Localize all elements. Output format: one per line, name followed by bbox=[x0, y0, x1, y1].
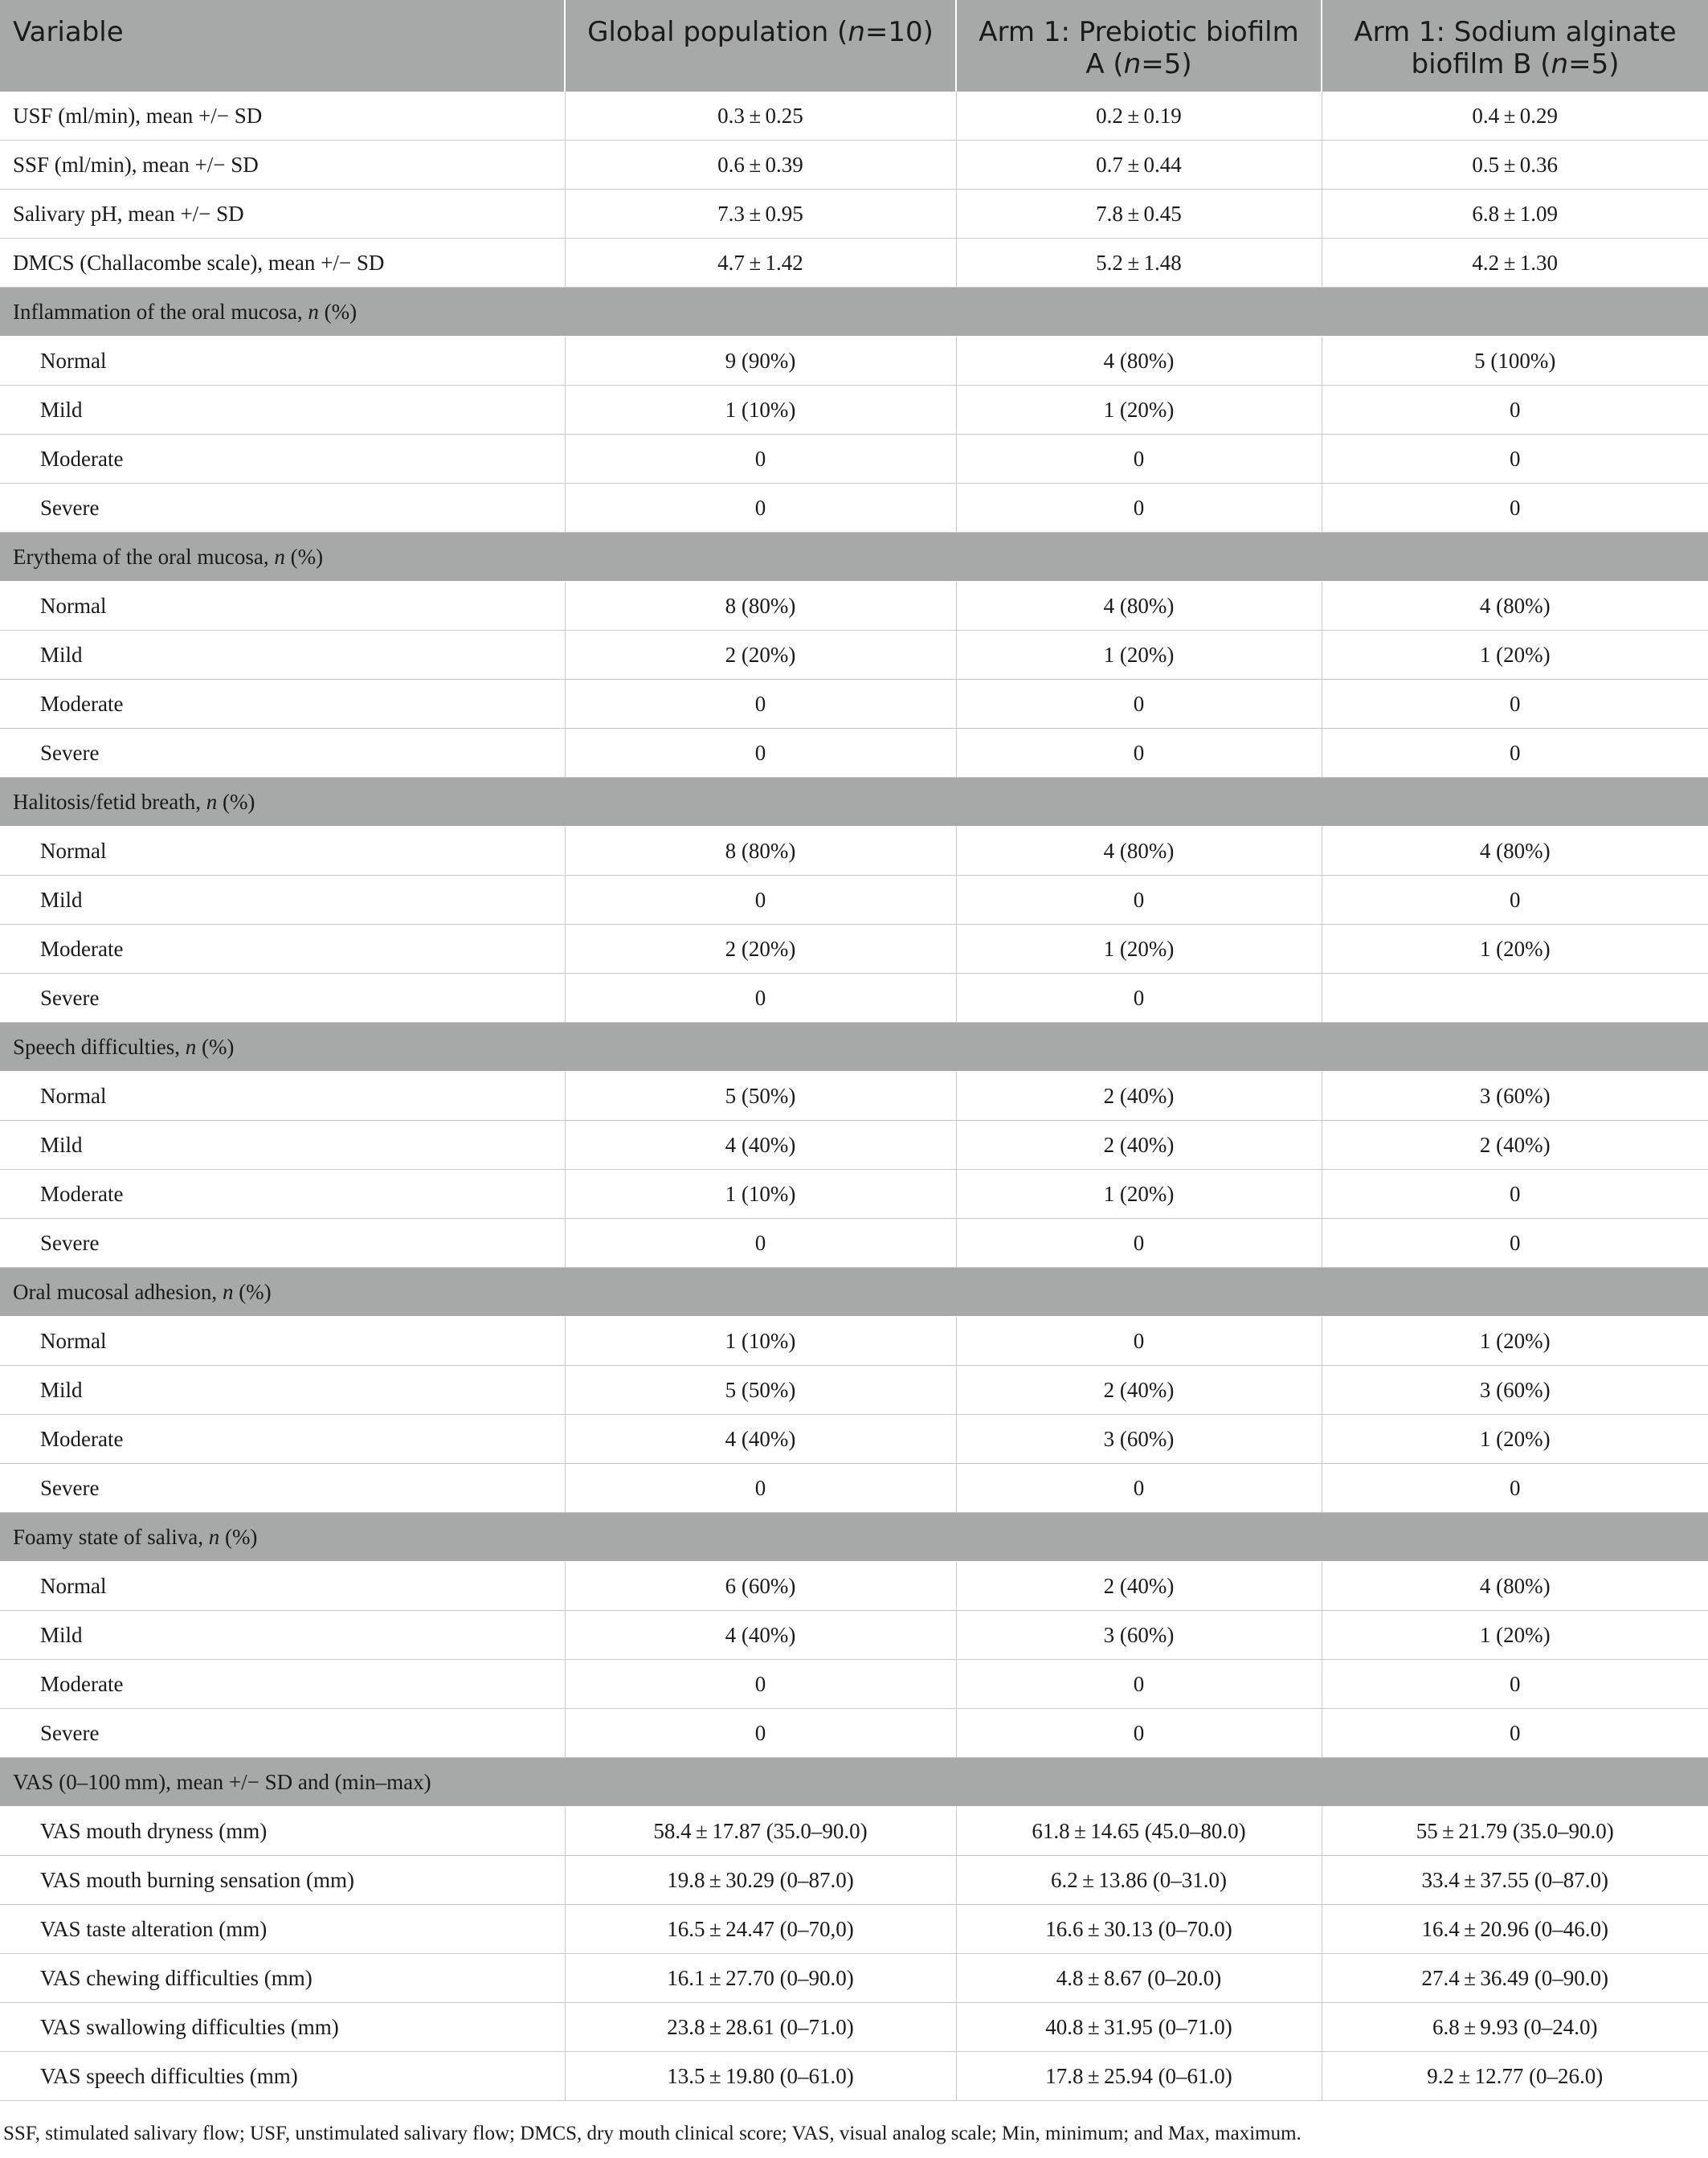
cell-global: 0.6 ± 0.39 bbox=[565, 141, 956, 190]
row-label: Mild bbox=[0, 631, 565, 680]
cell-arm-a: 16.6 ± 30.13 (0–70.0) bbox=[956, 1905, 1322, 1954]
header-variable: Variable bbox=[0, 0, 565, 92]
section-title bbox=[0, 778, 1708, 827]
cell-arm-b: 3 (60%) bbox=[1322, 1366, 1708, 1415]
section-title-suffix: (%) bbox=[219, 1524, 258, 1549]
table-row bbox=[0, 1121, 1708, 1170]
cell-arm-a: 0 bbox=[956, 729, 1322, 778]
cell-global: 9 (90%) bbox=[565, 337, 956, 386]
cell-arm-a: 61.8 ± 14.65 (45.0–80.0) bbox=[956, 1807, 1322, 1856]
cell-global: 1 (10%) bbox=[565, 1170, 956, 1219]
section-title-text: Speech difficulties, bbox=[13, 1034, 186, 1059]
cell-arm-b: 0 bbox=[1322, 1464, 1708, 1513]
section-title bbox=[0, 533, 1708, 582]
cell-global: 0 bbox=[565, 876, 956, 925]
row-label: VAS mouth dryness (mm) bbox=[0, 1807, 565, 1856]
row-label: Normal bbox=[0, 582, 565, 631]
row-label: Moderate bbox=[0, 1170, 565, 1219]
cell-global: 58.4 ± 17.87 (35.0–90.0) bbox=[565, 1807, 956, 1856]
cell-arm-b: 33.4 ± 37.55 (0–87.0) bbox=[1322, 1856, 1708, 1905]
row-label: Moderate bbox=[0, 435, 565, 484]
row-label: Normal bbox=[0, 1072, 565, 1121]
table-row bbox=[0, 1856, 1708, 1905]
row-label: Severe bbox=[0, 1219, 565, 1268]
cell-global: 0 bbox=[565, 680, 956, 729]
table-row bbox=[0, 680, 1708, 729]
section-title-text: Oral mucosal adhesion, bbox=[13, 1279, 223, 1304]
cell-arm-b: 6.8 ± 9.93 (0–24.0) bbox=[1322, 2003, 1708, 2052]
row-label: Normal bbox=[0, 337, 565, 386]
section-header-row bbox=[0, 1513, 1708, 1562]
section-title-suffix: (%) bbox=[284, 544, 324, 569]
section-title-suffix: (%) bbox=[217, 789, 255, 814]
table-row bbox=[0, 827, 1708, 876]
cell-arm-b: 5 (100%) bbox=[1322, 337, 1708, 386]
cell-arm-b: 2 (40%) bbox=[1322, 1121, 1708, 1170]
cell-arm-a: 0 bbox=[956, 1317, 1322, 1366]
header-arm-b-line1: Arm 1: Sodium alginate bbox=[1354, 16, 1677, 48]
header-arm-a-line1: Arm 1: Prebiotic biofilm bbox=[979, 16, 1299, 48]
row-label: VAS swallowing difficulties (mm) bbox=[0, 2003, 565, 2052]
cell-arm-a: 0 bbox=[956, 876, 1322, 925]
row-label: Severe bbox=[0, 1709, 565, 1758]
table-row bbox=[0, 631, 1708, 680]
table-row bbox=[0, 1464, 1708, 1513]
cell-arm-a: 2 (40%) bbox=[956, 1072, 1322, 1121]
header-arm-a bbox=[956, 0, 1322, 92]
section-title-n: n bbox=[206, 789, 218, 814]
cell-arm-b: 1 (20%) bbox=[1322, 925, 1708, 974]
header-arm-a-line2: A (n=5) bbox=[1085, 48, 1192, 80]
cell-arm-a: 4 (80%) bbox=[956, 582, 1322, 631]
table-row bbox=[0, 484, 1708, 533]
cell-global: 13.5 ± 19.80 (0–61.0) bbox=[565, 2052, 956, 2101]
cell-global: 0 bbox=[565, 1219, 956, 1268]
cell-arm-a: 0 bbox=[956, 484, 1322, 533]
table-row bbox=[0, 1660, 1708, 1709]
cell-arm-b: 0 bbox=[1322, 484, 1708, 533]
table-row bbox=[0, 1807, 1708, 1856]
table-row bbox=[0, 582, 1708, 631]
section-title-text: Erythema of the oral mucosa, bbox=[13, 544, 275, 569]
section-title-suffix: (%) bbox=[318, 299, 358, 324]
cell-arm-a: 4 (80%) bbox=[956, 337, 1322, 386]
cell-arm-a: 2 (40%) bbox=[956, 1121, 1322, 1170]
cell-global: 8 (80%) bbox=[565, 582, 956, 631]
row-label: Normal bbox=[0, 1317, 565, 1366]
row-label: USF (ml/min), mean +/− SD bbox=[0, 92, 565, 141]
row-label: Moderate bbox=[0, 925, 565, 974]
cell-arm-b: 16.4 ± 20.96 (0–46.0) bbox=[1322, 1905, 1708, 1954]
cell-global: 0 bbox=[565, 1660, 956, 1709]
cell-arm-a: 0.2 ± 0.19 bbox=[956, 92, 1322, 141]
section-title-suffix: (%) bbox=[233, 1279, 272, 1304]
cell-arm-a: 1 (20%) bbox=[956, 1170, 1322, 1219]
table-body bbox=[0, 92, 1708, 2101]
cell-global: 5 (50%) bbox=[565, 1072, 956, 1121]
row-label: Moderate bbox=[0, 1660, 565, 1709]
table-row bbox=[0, 435, 1708, 484]
section-title bbox=[0, 288, 1708, 337]
row-label: VAS taste alteration (mm) bbox=[0, 1905, 565, 1954]
table-row bbox=[0, 1611, 1708, 1660]
section-title-text: Foamy state of saliva, bbox=[13, 1524, 209, 1549]
table-row bbox=[0, 1317, 1708, 1366]
cell-arm-b: 27.4 ± 36.49 (0–90.0) bbox=[1322, 1954, 1708, 2003]
cell-arm-b: 4 (80%) bbox=[1322, 582, 1708, 631]
cell-arm-a: 0 bbox=[956, 680, 1322, 729]
cell-arm-a: 1 (20%) bbox=[956, 925, 1322, 974]
cell-arm-a: 4 (80%) bbox=[956, 827, 1322, 876]
row-label: Moderate bbox=[0, 680, 565, 729]
cell-arm-b: 9.2 ± 12.77 (0–26.0) bbox=[1322, 2052, 1708, 2101]
table-row bbox=[0, 1366, 1708, 1415]
cell-arm-a: 3 (60%) bbox=[956, 1415, 1322, 1464]
table-row bbox=[0, 1709, 1708, 1758]
cell-arm-b: 0 bbox=[1322, 1660, 1708, 1709]
cell-global: 0 bbox=[565, 484, 956, 533]
cell-global: 7.3 ± 0.95 bbox=[565, 190, 956, 239]
cell-global: 2 (20%) bbox=[565, 925, 956, 974]
table-header bbox=[0, 0, 1708, 92]
section-title-n: n bbox=[222, 1279, 234, 1304]
row-label: VAS speech difficulties (mm) bbox=[0, 2052, 565, 2101]
table-row bbox=[0, 729, 1708, 778]
section-title-suffix: (%) bbox=[196, 1034, 235, 1059]
table-row bbox=[0, 190, 1708, 239]
cell-global: 8 (80%) bbox=[565, 827, 956, 876]
cell-global: 0 bbox=[565, 729, 956, 778]
table-row bbox=[0, 1905, 1708, 1954]
section-header-row bbox=[0, 288, 1708, 337]
cell-arm-b: 1 (20%) bbox=[1322, 1317, 1708, 1366]
cell-global: 2 (20%) bbox=[565, 631, 956, 680]
cell-arm-b: 0 bbox=[1322, 1709, 1708, 1758]
section-header-row bbox=[0, 1758, 1708, 1807]
cell-arm-a: 7.8 ± 0.45 bbox=[956, 190, 1322, 239]
cell-global: 0.3 ± 0.25 bbox=[565, 92, 956, 141]
section-title bbox=[0, 1268, 1708, 1317]
cell-arm-a: 1 (20%) bbox=[956, 386, 1322, 435]
row-label: Severe bbox=[0, 974, 565, 1023]
cell-arm-a: 0.7 ± 0.44 bbox=[956, 141, 1322, 190]
header-arm-b-line2: biofilm B (n=5) bbox=[1411, 48, 1620, 80]
cell-arm-a: 0 bbox=[956, 974, 1322, 1023]
section-title bbox=[0, 1023, 1708, 1072]
cell-global: 0 bbox=[565, 1709, 956, 1758]
cell-arm-b: 55 ± 21.79 (35.0–90.0) bbox=[1322, 1807, 1708, 1856]
cell-arm-b: 0 bbox=[1322, 876, 1708, 925]
section-title bbox=[0, 1758, 1708, 1807]
cell-arm-a: 0 bbox=[956, 435, 1322, 484]
section-title-text: VAS (0–100 mm), mean +/− SD and (min–max) bbox=[13, 1769, 431, 1794]
row-label: Mild bbox=[0, 876, 565, 925]
row-label: Severe bbox=[0, 1464, 565, 1513]
cell-global: 0 bbox=[565, 1464, 956, 1513]
cell-arm-a: 0 bbox=[956, 1709, 1322, 1758]
table-row bbox=[0, 876, 1708, 925]
cell-arm-b: 0 bbox=[1322, 1170, 1708, 1219]
table-row bbox=[0, 1170, 1708, 1219]
header-global bbox=[565, 0, 956, 92]
cell-arm-b: 1 (20%) bbox=[1322, 1611, 1708, 1660]
table-row bbox=[0, 1562, 1708, 1611]
cell-arm-a: 4.8 ± 8.67 (0–20.0) bbox=[956, 1954, 1322, 2003]
cell-arm-b: 0.5 ± 0.36 bbox=[1322, 141, 1708, 190]
section-title-n: n bbox=[274, 544, 285, 569]
cell-arm-a: 17.8 ± 25.94 (0–61.0) bbox=[956, 2052, 1322, 2101]
row-label: VAS chewing difficulties (mm) bbox=[0, 1954, 565, 2003]
row-label: Severe bbox=[0, 729, 565, 778]
row-label: DMCS (Challacombe scale), mean +/− SD bbox=[0, 239, 565, 288]
cell-arm-b: 3 (60%) bbox=[1322, 1072, 1708, 1121]
row-label: Salivary pH, mean +/− SD bbox=[0, 190, 565, 239]
header-global-text: Global population (n=10) bbox=[587, 16, 934, 48]
table-row bbox=[0, 92, 1708, 141]
table-row bbox=[0, 1219, 1708, 1268]
cell-global: 1 (10%) bbox=[565, 1317, 956, 1366]
section-header-row bbox=[0, 533, 1708, 582]
section-header-row bbox=[0, 778, 1708, 827]
cell-arm-a: 0 bbox=[956, 1464, 1322, 1513]
cell-arm-a: 0 bbox=[956, 1219, 1322, 1268]
cell-global: 4 (40%) bbox=[565, 1611, 956, 1660]
cell-global: 4 (40%) bbox=[565, 1415, 956, 1464]
table-row bbox=[0, 2052, 1708, 2101]
cell-arm-a: 0 bbox=[956, 1660, 1322, 1709]
table-row bbox=[0, 1954, 1708, 2003]
table-row bbox=[0, 141, 1708, 190]
row-label: Mild bbox=[0, 1611, 565, 1660]
header-arm-b bbox=[1322, 0, 1708, 92]
cell-global: 0 bbox=[565, 435, 956, 484]
cell-arm-b: 4 (80%) bbox=[1322, 1562, 1708, 1611]
cell-global: 4 (40%) bbox=[565, 1121, 956, 1170]
cell-arm-b: 0.4 ± 0.29 bbox=[1322, 92, 1708, 141]
table-row bbox=[0, 925, 1708, 974]
cell-arm-b: 4.2 ± 1.30 bbox=[1322, 239, 1708, 288]
section-title bbox=[0, 1513, 1708, 1562]
row-label: VAS mouth burning sensation (mm) bbox=[0, 1856, 565, 1905]
section-header-row bbox=[0, 1023, 1708, 1072]
table-row bbox=[0, 1415, 1708, 1464]
row-label: Normal bbox=[0, 827, 565, 876]
row-label: Mild bbox=[0, 1121, 565, 1170]
cell-arm-b: 4 (80%) bbox=[1322, 827, 1708, 876]
section-title-n: n bbox=[208, 1524, 220, 1549]
cell-global: 19.8 ± 30.29 (0–87.0) bbox=[565, 1856, 956, 1905]
cell-arm-a: 2 (40%) bbox=[956, 1366, 1322, 1415]
header-row bbox=[0, 0, 1708, 92]
cell-arm-b bbox=[1322, 974, 1708, 1023]
section-title-n: n bbox=[185, 1034, 197, 1059]
table-row bbox=[0, 974, 1708, 1023]
row-label: Mild bbox=[0, 386, 565, 435]
section-title-text: Halitosis/fetid breath, bbox=[13, 789, 206, 814]
cell-arm-b: 0 bbox=[1322, 1219, 1708, 1268]
cell-arm-b: 1 (20%) bbox=[1322, 631, 1708, 680]
cell-arm-a: 5.2 ± 1.48 bbox=[956, 239, 1322, 288]
section-title-n: n bbox=[308, 299, 319, 324]
cell-global: 5 (50%) bbox=[565, 1366, 956, 1415]
cell-global: 16.1 ± 27.70 (0–90.0) bbox=[565, 1954, 956, 2003]
cell-arm-b: 1 (20%) bbox=[1322, 1415, 1708, 1464]
table-footnote: SSF, stimulated salivary flow; USF, unstimulated salivary flow; DMCS, dry mouth clinical score; VAS, visual analog scale; Min, minimum; and Max, maximum. bbox=[3, 2123, 1301, 2144]
cell-arm-b: 0 bbox=[1322, 680, 1708, 729]
table-row bbox=[0, 337, 1708, 386]
cell-arm-a: 1 (20%) bbox=[956, 631, 1322, 680]
cell-global: 1 (10%) bbox=[565, 386, 956, 435]
row-label: Severe bbox=[0, 484, 565, 533]
cell-arm-b: 0 bbox=[1322, 729, 1708, 778]
cell-arm-b: 0 bbox=[1322, 386, 1708, 435]
row-label: SSF (ml/min), mean +/− SD bbox=[0, 141, 565, 190]
row-label: Normal bbox=[0, 1562, 565, 1611]
cell-global: 23.8 ± 28.61 (0–71.0) bbox=[565, 2003, 956, 2052]
cell-arm-b: 6.8 ± 1.09 bbox=[1322, 190, 1708, 239]
table-row bbox=[0, 1072, 1708, 1121]
cell-global: 0 bbox=[565, 974, 956, 1023]
cell-global: 16.5 ± 24.47 (0–70,0) bbox=[565, 1905, 956, 1954]
section-title-text: Inflammation of the oral mucosa, bbox=[13, 299, 309, 324]
table-row bbox=[0, 239, 1708, 288]
cell-global: 6 (60%) bbox=[565, 1562, 956, 1611]
cell-arm-a: 6.2 ± 13.86 (0–31.0) bbox=[956, 1856, 1322, 1905]
section-header-row bbox=[0, 1268, 1708, 1317]
cell-arm-a: 2 (40%) bbox=[956, 1562, 1322, 1611]
table-row bbox=[0, 2003, 1708, 2052]
row-label: Mild bbox=[0, 1366, 565, 1415]
cell-arm-a: 3 (60%) bbox=[956, 1611, 1322, 1660]
cell-global: 4.7 ± 1.42 bbox=[565, 239, 956, 288]
cell-arm-b: 0 bbox=[1322, 435, 1708, 484]
table-row bbox=[0, 386, 1708, 435]
cell-arm-a: 40.8 ± 31.95 (0–71.0) bbox=[956, 2003, 1322, 2052]
row-label: Moderate bbox=[0, 1415, 565, 1464]
